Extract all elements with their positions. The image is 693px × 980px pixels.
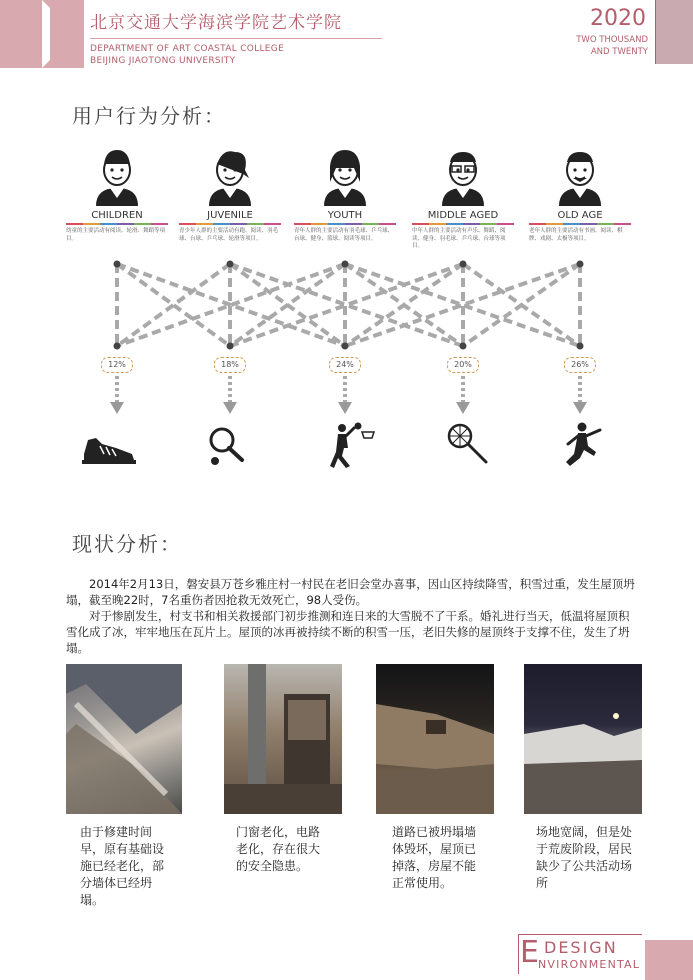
footer-letter: E <box>520 935 539 970</box>
percentage-badge: 18% <box>214 357 246 373</box>
group-description: 老年人群的主要活动有书画、阅读、棋牌、戏剧、太极等项目。 <box>529 228 623 242</box>
photo-caption-4: 场地宽阔，但是处于荒废阶段，居民缺少了公共活动场所 <box>536 825 633 890</box>
arrow-head <box>110 402 124 414</box>
arrow-head <box>223 402 237 414</box>
percentage-badge: 12% <box>101 357 133 373</box>
basketball-player-icon <box>330 423 374 469</box>
footer-vline <box>518 934 519 974</box>
network-link <box>230 264 463 346</box>
photo-collapsed-wall <box>66 664 182 814</box>
status-paragraph-2: 对于惨剧发生，村支书和相关救援部门初步推测和连日来的大雪脱不了干系。婚礼进行当天，低温将屋顶积雪化成了冰，牢牢地压在瓦片上。屋顶的冰再被持续不断的积雪一压，老旧失修的屋顶终于支撑不住，发生了坍塌。 <box>66 609 630 655</box>
network-node <box>114 343 121 350</box>
network-node <box>577 261 584 268</box>
percentage-badge: 24% <box>329 357 361 373</box>
activity-icons <box>0 420 693 472</box>
group-label: CHILDREN <box>91 210 143 221</box>
arrow-head <box>456 402 470 414</box>
header-subtitle-line1: DEPARTMENT OF ART COASTAL COLLEGE <box>90 44 285 54</box>
header-year: 2020 <box>590 6 646 31</box>
footer-bar <box>645 940 693 980</box>
group-label: JUVENILE <box>207 210 253 221</box>
table-tennis-icon <box>211 429 242 465</box>
section-title-user-behavior: 用户行为分析： <box>72 104 226 128</box>
photo-caption-1: 由于修建时间早，原有基础设施已经老化，部分墙体已经坍塌。 <box>80 825 165 907</box>
arrow-head <box>338 402 352 414</box>
network-node <box>342 343 349 350</box>
footer-design: DESIGN <box>544 938 618 957</box>
header-subtitle-line2: BEIJING JIAOTONG UNIVERSITY <box>90 56 236 66</box>
photo-old-door <box>224 664 342 814</box>
network-node <box>227 261 234 268</box>
group-label: YOUTH <box>327 210 363 221</box>
network-node <box>460 343 467 350</box>
arrow-head <box>573 402 587 414</box>
photo-caption-2: 门窗老化，电路老化，存在很大的安全隐患。 <box>236 825 321 873</box>
photo-caption-3: 道路已被坍塌墙体毁坏，屋顶已掉落，房屋不能正常使用。 <box>392 825 477 890</box>
tai-chi-icon <box>566 423 600 467</box>
percentage-badge: 20% <box>447 357 479 373</box>
sneaker-icon <box>82 438 136 464</box>
percentage-badge: 26% <box>564 357 596 373</box>
network-node <box>114 261 121 268</box>
network-node <box>460 261 467 268</box>
network-node <box>577 343 584 350</box>
header-year-words-1: TWO THOUSAND <box>576 35 648 45</box>
network-node <box>342 261 349 268</box>
group-description: 幼童的主要活动有阅读、轮滑、舞蹈等项目。 <box>66 228 166 242</box>
network-node <box>227 343 234 350</box>
photo-open-site <box>524 664 642 814</box>
group-description: 青年人群的主要活动有羽毛球、乒乓球、台球、健身、篮球、阅读等项目。 <box>294 228 394 242</box>
page-title: 北京交通大学海滨学院艺术学院 <box>90 13 342 33</box>
header-year-words-2: AND TWENTY <box>590 47 648 57</box>
group-label: MIDDLE AGED <box>427 210 499 221</box>
network-link <box>230 264 463 346</box>
badminton-icon <box>449 425 486 462</box>
status-paragraph-1: 2014年2月13日，磐安县万苍乡雅庄村一村民在老旧会堂办喜事，因山区持续降雪，积雪过重，发生屋顶坍塌，截至晚22时，7名重伤者因抢救无效死亡，98人受伤。 <box>66 577 635 607</box>
behavior-network <box>0 0 693 470</box>
footer-environmental: NVIRONMENTAL <box>538 958 641 971</box>
status-paragraph <box>66 576 638 656</box>
section-title-status: 现状分析： <box>72 532 182 556</box>
group-description: 中年人群的主要活动有声乐、舞蹈、阅读、健身、羽毛球、乒乓球、台球等项目。 <box>412 228 506 249</box>
group-label: OLD AGE <box>557 210 603 221</box>
photo-collapsed-road <box>376 664 494 814</box>
group-description: 青少年人群的主要活动有跑、阅读、羽毛球、台球、乒乓球、轮滑等项目。 <box>179 228 279 242</box>
